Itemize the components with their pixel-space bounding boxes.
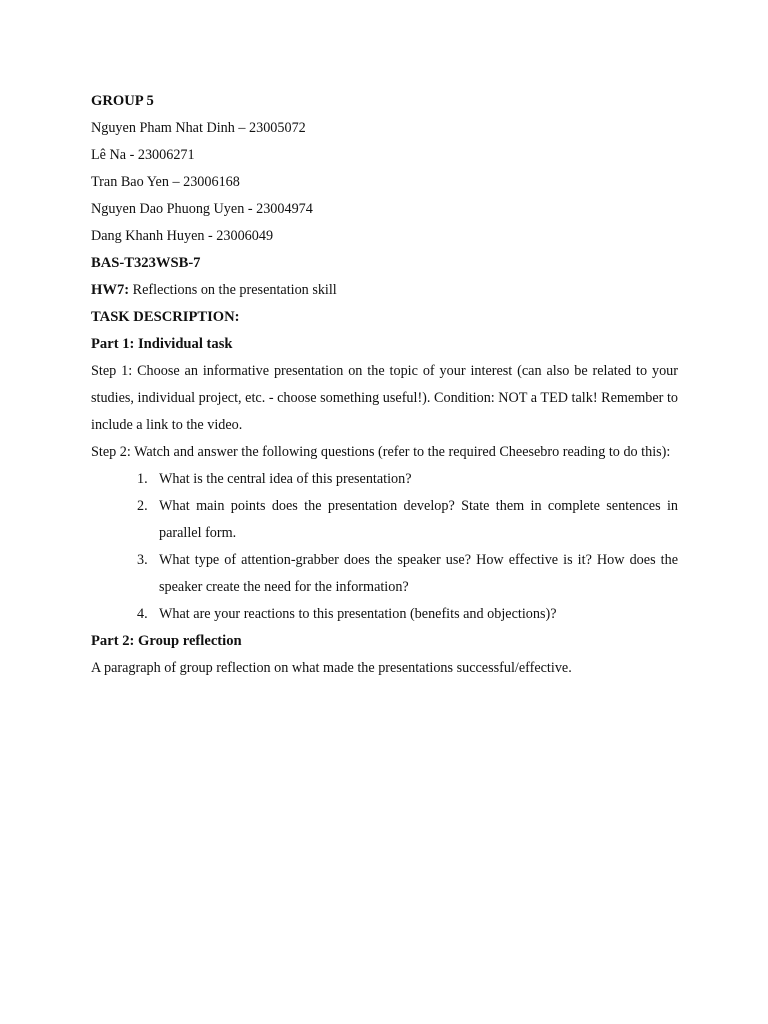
member-line: Dang Khanh Huyen - 23006049 bbox=[91, 228, 274, 244]
list-number: 1. bbox=[137, 471, 148, 487]
homework-title: Reflections on the presentation skill bbox=[132, 282, 337, 298]
homework-line bbox=[91, 277, 678, 304]
list-item bbox=[137, 466, 678, 493]
homework-label: HW7: bbox=[91, 282, 130, 298]
list-text: What main points does the presentation develop? State them in complete sentences in parallel form. bbox=[159, 498, 678, 541]
list-number: 2. bbox=[137, 498, 148, 514]
list-item bbox=[137, 493, 678, 547]
list-text: What type of attention-grabber does the speaker use? How effective is it? How does the speaker create the need for the information? bbox=[159, 552, 678, 595]
member-line: Tran Bao Yen – 23006168 bbox=[91, 174, 240, 190]
list-number: 4. bbox=[137, 606, 148, 622]
part1-heading: Part 1: Individual task bbox=[91, 336, 233, 352]
step2-paragraph: Step 2: Watch and answer the following questions (refer to the required Cheesebro reading to do this): bbox=[91, 444, 671, 460]
list-text: What are your reactions to this presentation (benefits and objections)? bbox=[159, 606, 557, 622]
part2-heading: Part 2: Group reflection bbox=[91, 633, 242, 649]
step1-paragraph: Step 1: Choose an informative presentation on the topic of your interest (can also be related to your studies, individual project, etc. - choose something useful!). Condition: NOT a TED talk! Remember to include a link to the video. bbox=[91, 363, 678, 433]
list-item bbox=[137, 547, 678, 601]
list-number: 3. bbox=[137, 552, 148, 568]
member-line: Nguyen Dao Phuong Uyen - 23004974 bbox=[91, 201, 313, 217]
course-code: BAS-T323WSB-7 bbox=[91, 255, 201, 271]
document-content bbox=[91, 88, 678, 682]
list-item bbox=[137, 601, 678, 628]
part2-paragraph: A paragraph of group reflection on what made the presentations successful/effective. bbox=[91, 660, 572, 676]
member-line: Lê Na - 23006271 bbox=[91, 147, 195, 163]
group-title: GROUP 5 bbox=[91, 93, 154, 109]
list-text: What is the central idea of this presentation? bbox=[159, 471, 412, 487]
task-heading: TASK DESCRIPTION: bbox=[91, 309, 240, 325]
member-line: Nguyen Pham Nhat Dinh – 23005072 bbox=[91, 120, 306, 136]
questions-list bbox=[91, 466, 678, 628]
